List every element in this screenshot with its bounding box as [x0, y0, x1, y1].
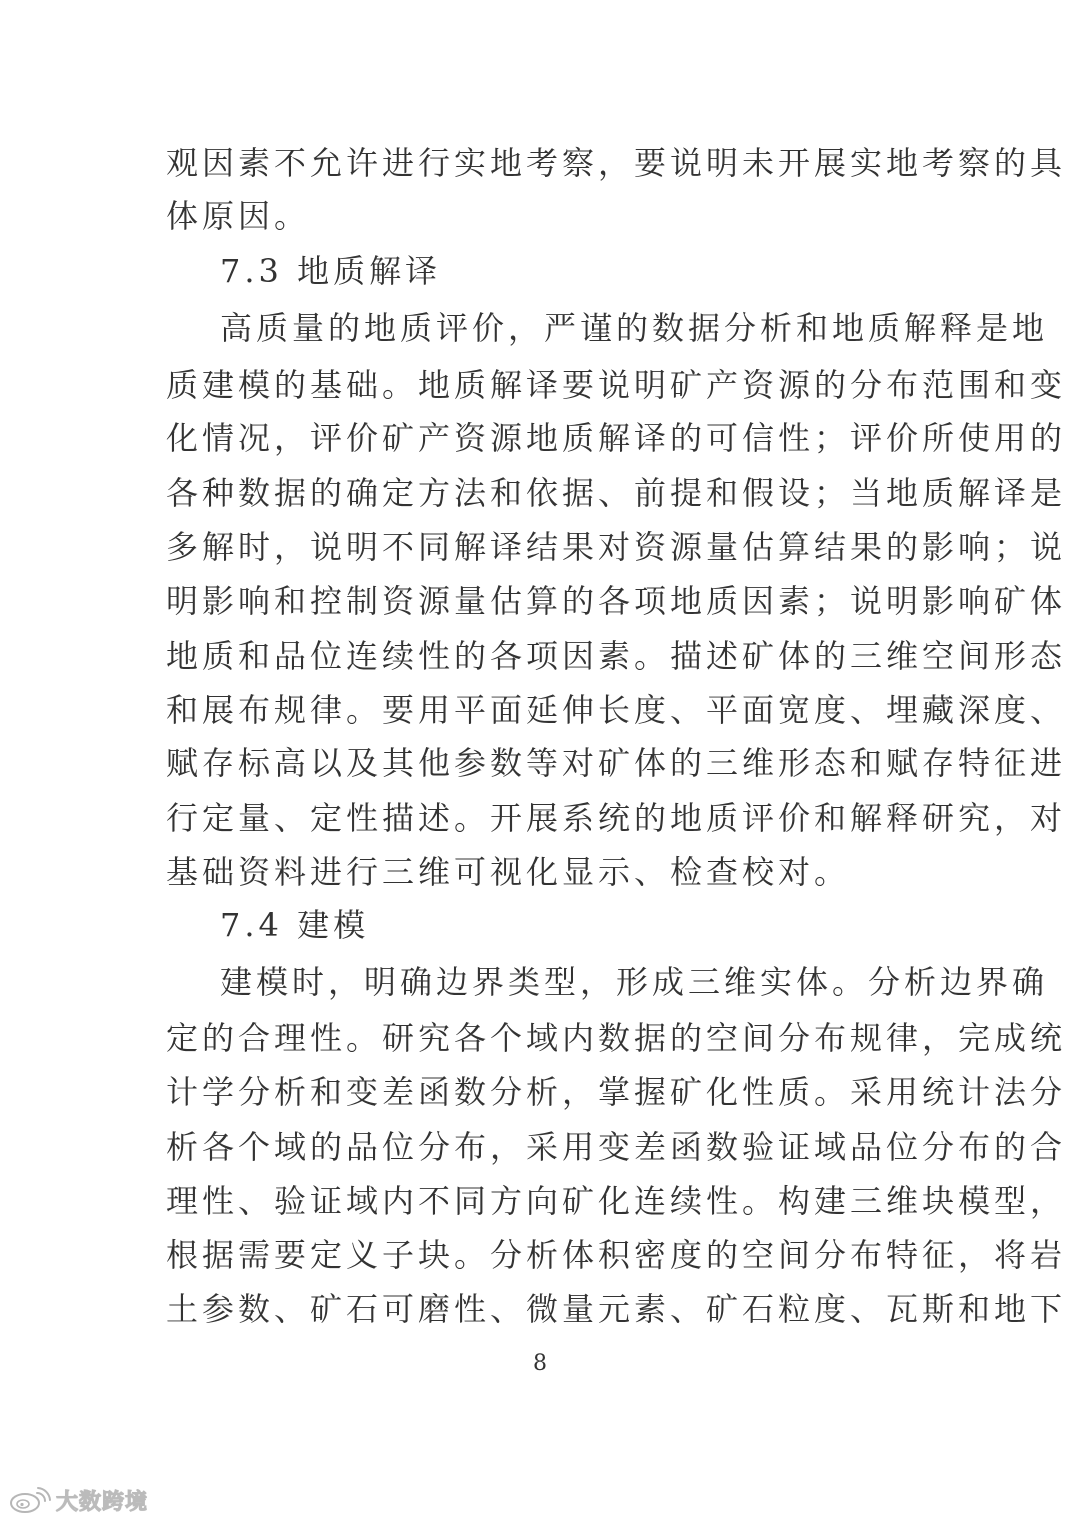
page-number: 8 [533, 1351, 547, 1376]
text-line: 明影响和控制资源量估算的各项地质因素；说明影响矿体 [166, 582, 1067, 620]
text-line: 定的合理性。研究各个域内数据的空间分布规律，完成统 [166, 1019, 1067, 1057]
text-line: 高质量的地质评价，严谨的数据分析和地质解释是地 [220, 309, 1049, 347]
text-line: 计学分析和变差函数分析，掌握矿化性质。采用统计法分 [166, 1073, 1067, 1111]
text-line: 质建模的基础。地质解译要说明矿产资源的分布范围和变 [166, 366, 1067, 404]
weibo-logo-icon [8, 1485, 52, 1515]
text-line: 地质和品位连续性的各项因素。描述矿体的三维空间形态 [166, 637, 1067, 675]
text-line: 体原因。 [166, 197, 311, 235]
section-heading-7-4: 7.4 建模 [220, 906, 370, 944]
text-line: 土参数、矿石可磨性、微量元素、矿石粒度、瓦斯和地下 [166, 1290, 1067, 1328]
text-line: 化情况，评价矿产资源地质解译的可信性；评价所使用的 [166, 419, 1067, 457]
text-line: 赋存标高以及其他参数等对矿体的三维形态和赋存特征进 [166, 744, 1067, 782]
text-line: 析各个域的品位分布，采用变差函数验证域品位分布的合 [166, 1128, 1067, 1166]
text-line: 和展布规律。要用平面延伸长度、平面宽度、埋藏深度、 [166, 691, 1067, 729]
text-line: 各种数据的确定方法和依据、前提和假设；当地质解译是 [166, 474, 1067, 512]
text-line: 理性、验证域内不同方向矿化连续性。构建三维块模型， [166, 1182, 1067, 1220]
text-line: 观因素不允许进行实地考察，要说明未开展实地考察的具 [166, 144, 1067, 182]
watermark-text: 大数跨境 [56, 1489, 149, 1515]
text-line: 基础资料进行三维可视化显示、检查校对。 [166, 853, 851, 891]
section-heading-7-3: 7.3 地质解译 [220, 252, 442, 290]
text-line: 多解时，说明不同解译结果对资源量估算结果的影响；说 [166, 528, 1067, 566]
watermark [8, 1483, 148, 1517]
text-line: 根据需要定义子块。分析体积密度的空间分布特征，将岩 [166, 1236, 1067, 1274]
text-line: 建模时，明确边界类型，形成三维实体。分析边界确 [220, 963, 1049, 1001]
text-line: 行定量、定性描述。开展系统的地质评价和解释研究，对 [166, 799, 1067, 837]
